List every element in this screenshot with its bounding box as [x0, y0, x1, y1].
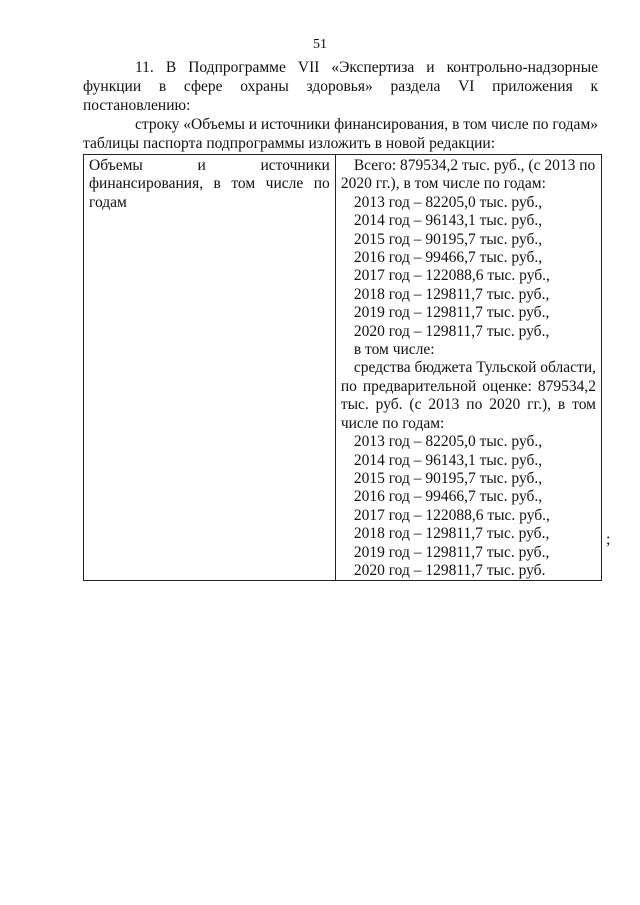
budget-line1: средства бюджета Тульской области, — [353, 359, 596, 377]
year-line: 2016 год – 99466,7 тыс. руб., — [353, 488, 543, 506]
intro-para1-line2: функции в сфере охраны здоровья» раздела VI приложения к постановлению: — [83, 78, 598, 114]
row-label-rest: финансирования, в том числе по годам — [89, 175, 330, 211]
including-label: в том числе: — [353, 341, 435, 359]
budget-line4: числе по годам: — [340, 414, 445, 432]
year-line: 2015 год – 90195,7 тыс. руб., — [353, 230, 543, 248]
year-line: 2020 год – 129811,7 тыс. руб. — [353, 561, 546, 579]
intro-text — [83, 58, 598, 153]
intro-para2-line2: таблицы паспорта подпрограммы изложить в новой редакции: — [83, 135, 496, 152]
total-line1: Всего: 879534,2 тыс. руб., (с 2013 по — [353, 157, 596, 174]
intro-para2-line1: строку «Объемы и источники финансирования, в том числе по годам» — [135, 116, 598, 133]
intro-para1-line1: 11. В Подпрограмме VII «Экспертиза и контрольно-надзорные — [135, 59, 598, 76]
budget-line3: тыс. руб. (с 2013 по 2020 гг.), в том — [340, 396, 596, 414]
year-line: 2019 год – 129811,7 тыс. руб., — [353, 304, 550, 322]
trailing-semicolon: ; — [606, 531, 611, 548]
year-line: 2013 год – 82205,0 тыс. руб., — [353, 193, 543, 211]
budget-line2: по предварительной оценке: 879534,2 — [340, 377, 596, 395]
year-line: 2013 год – 82205,0 тыс. руб., — [353, 433, 543, 451]
year-line: 2015 год – 90195,7 тыс. руб., — [353, 469, 543, 487]
table-row — [84, 155, 602, 581]
row-value-cell — [335, 155, 601, 581]
year-line: 2014 год – 96143,1 тыс. руб., — [353, 212, 543, 230]
year-line: 2014 год – 96143,1 тыс. руб., — [353, 451, 543, 469]
year-line: 2018 год – 129811,7 тыс. руб., — [353, 285, 550, 303]
page-number: 51 — [313, 37, 327, 52]
year-line: 2018 год – 129811,7 тыс. руб., — [353, 525, 550, 543]
year-line: 2019 год – 129811,7 тыс. руб., — [353, 543, 550, 561]
row-label-line1: Объемы и источники — [89, 157, 330, 174]
year-line: 2016 год – 99466,7 тыс. руб., — [353, 249, 543, 267]
year-line: 2017 год – 122088,6 тыс. руб., — [353, 267, 550, 285]
row-label-cell — [84, 155, 336, 581]
year-line: 2017 год – 122088,6 тыс. руб., — [353, 506, 550, 524]
passport-table — [83, 154, 602, 581]
year-line: 2020 год – 129811,7 тыс. руб., — [353, 322, 550, 340]
total-line2: 2020 гг.), в том числе по годам: — [340, 175, 546, 193]
